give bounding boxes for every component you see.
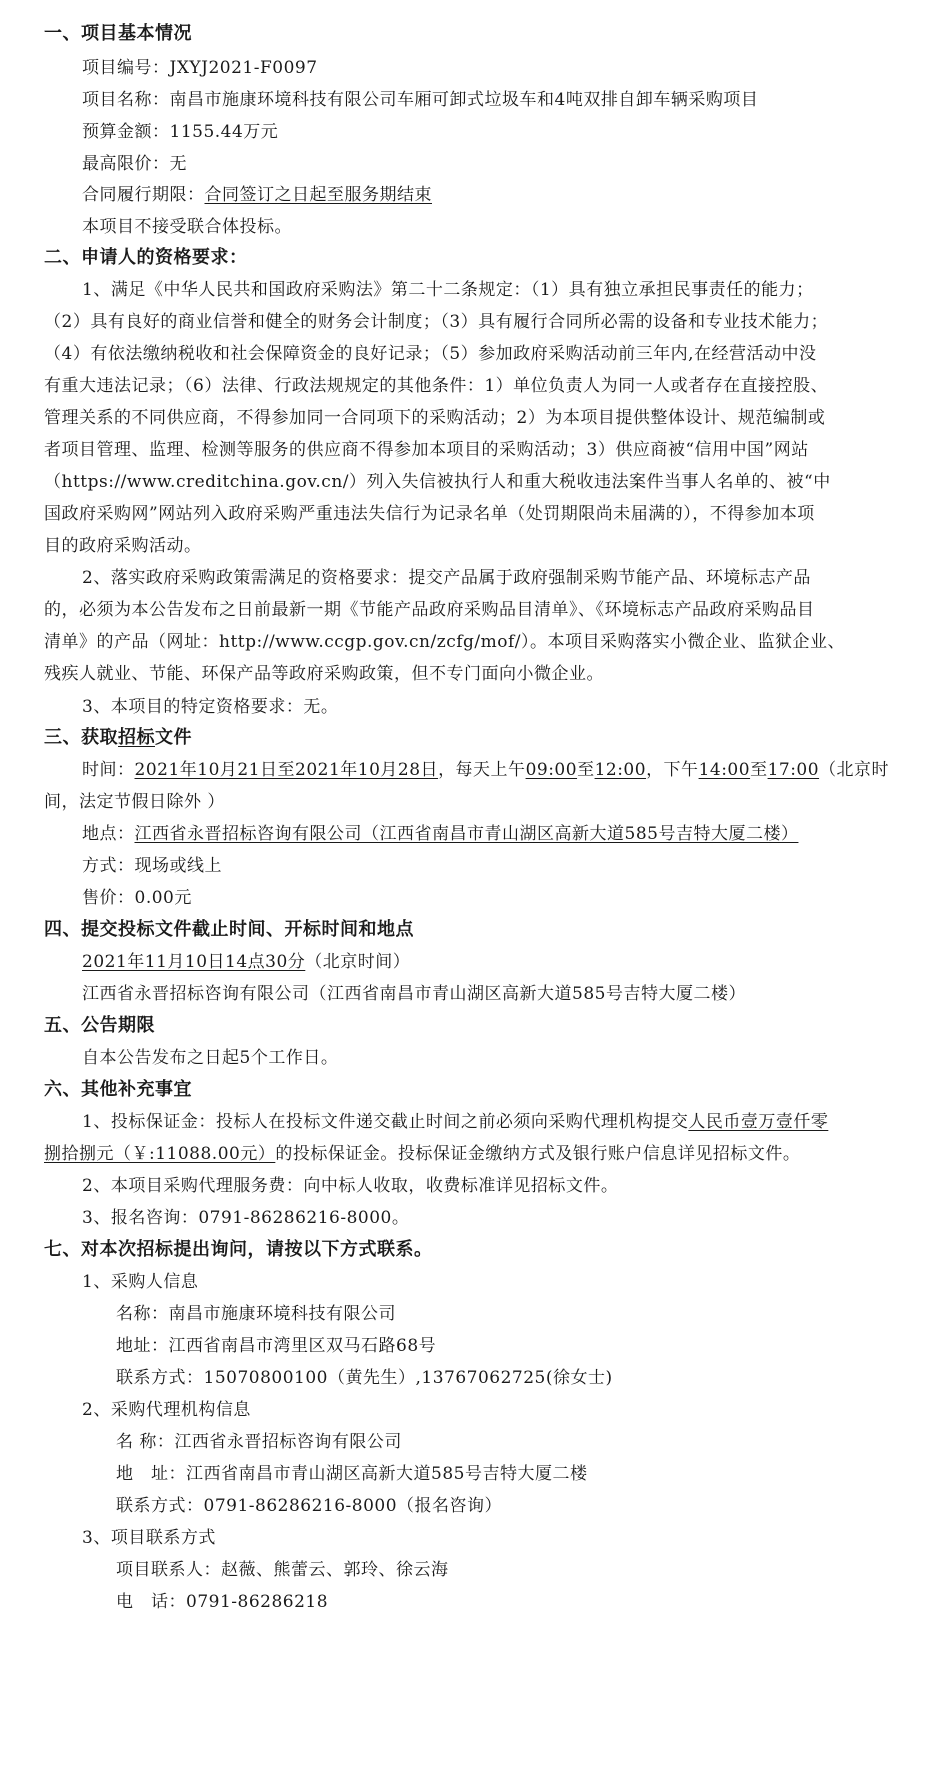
buyer-info-title: 1、采购人信息 [82, 1272, 199, 1292]
deposit-line1: 1、投标保证金：投标人在投标文件递交截止时间之前必须向采购代理机构提交人民币壹万壹仟零 [82, 1112, 829, 1132]
notice-period-text: 自本公告发布之日起5个工作日。 [82, 1048, 339, 1068]
agent-address: 地 址：江西省南昌市青山湖区高新大道585号吉特大厦二楼 [116, 1464, 588, 1484]
agent-contact: 联系方式：0791-86286216-8000（报名咨询） [116, 1496, 503, 1516]
qualification-p1-line: （4）有依法缴纳税收和社会保障资金的良好记录；（5）参加政府采购活动前三年内,在经营活动中没 [44, 344, 817, 364]
section-title-notice-period: 五、公告期限 [44, 1015, 155, 1036]
qualification-p1-line: 者项目管理、监理、检测等服务的供应商不得参加本项目的采购活动；3）供应商被“信用中国”网站 [44, 440, 809, 460]
qualification-p2-line: 清单》的产品（网址：http://www.ccgp.gov.cn/zcfg/mof/）。本项目采购落实小微企业、监狱企业、 [44, 632, 845, 652]
buyer-name: 名称：南昌市施康环境科技有限公司 [116, 1304, 396, 1324]
section-title-other: 六、其他补充事宜 [44, 1079, 192, 1100]
qualification-p2-line: 的，必须为本公告发布之日前最新一期《节能产品政府采购品目清单》、《环境标志产品政府采购品目 [44, 600, 815, 620]
project-contact-people: 项目联系人：赵薇、熊蕾云、郭玲、徐云海 [116, 1560, 449, 1580]
max-price: 最高限价：无 [82, 154, 187, 174]
section-title-qualifications: 二、申请人的资格要求： [44, 247, 248, 268]
agent-info-title: 2、采购代理机构信息 [82, 1400, 251, 1420]
budget-amount: 预算金额：1155.44万元 [82, 122, 279, 142]
contract-period-value: 合同签订之日起至服务期结束 [204, 185, 432, 205]
obtain-method: 方式：现场或线上 [82, 856, 222, 876]
qualification-p2-line: 残疾人就业、节能、环保产品等政府采购政策，但不专门面向小微企业。 [44, 664, 604, 684]
obtain-place-value: 江西省永晋招标咨询有限公司（江西省南昌市青山湖区高新大道585号吉特大厦二楼） [134, 824, 799, 844]
bid-deadline: 2021年11月10日14点30分（北京时间） [82, 952, 411, 972]
project-name: 项目名称：南昌市施康环境科技有限公司车厢可卸式垃圾车和4吨双排自卸车辆采购项目 [82, 90, 759, 110]
bidding-term: 招标 [118, 727, 155, 748]
contract-period-label: 合同履行期限： [82, 185, 205, 205]
deposit-amount: 捌拾捌元（￥:11088.00元） [44, 1144, 276, 1164]
qualification-p1-line: 管理关系的不同供应商，不得参加同一合同项下的采购活动；2）为本项目提供整体设计、规范编制或 [44, 408, 826, 428]
project-contact-title: 3、项目联系方式 [82, 1528, 216, 1548]
contract-period [82, 185, 939, 205]
qualification-p1-line: （https://www.creditchina.gov.cn/）列入失信被执行人和重大税收违法案件当事人名单的、被“中 [44, 472, 831, 492]
qualification-p1-line: 国政府采购网”网站列入政府采购严重违法失信行为记录名单（处罚期限尚未届满的），不得参加本项 [44, 504, 815, 524]
agency-fee: 2、本项目采购代理服务费：向中标人收取，收费标准详见招标文件。 [82, 1176, 619, 1196]
obtain-time: 时间：2021年10月21日至2021年10月28日，每天上午09:00至12:00，下午14:00至17:00（北京时 [82, 760, 890, 780]
qualification-p2-line: 2、落实政府采购政策需满足的资格要求：提交产品属于政府强制采购节能产品、环境标志产品 [82, 568, 811, 588]
bid-deadline-datetime: 2021年11月10日14点30分 [82, 952, 306, 972]
qualification-p1-line: 1、满足《中华人民共和国政府采购法》第二十二条规定：（1）具有独立承担民事责任的能力； [82, 280, 814, 300]
bid-opening-place: 江西省永晋招标咨询有限公司（江西省南昌市青山湖区高新大道585号吉特大厦二楼） [82, 984, 746, 1004]
agent-name: 名 称：江西省永晋招标咨询有限公司 [116, 1432, 402, 1452]
qualification-p1-line: 目的政府采购活动。 [44, 536, 202, 556]
section-title-deadline: 四、提交投标文件截止时间、开标时间和地点 [44, 919, 414, 940]
section-title-contact: 七、对本次招标提出询问，请按以下方式联系。 [44, 1239, 433, 1260]
buyer-contact: 联系方式：15070800100（黄先生）,13767062725(徐女士) [116, 1368, 613, 1388]
section-title-obtain-docs: 三、获取招标文件 [44, 727, 192, 748]
obtain-place: 地点：江西省永晋招标咨询有限公司（江西省南昌市青山湖区高新大道585号吉特大厦二楼） [82, 824, 799, 844]
deposit-line2: 捌拾捌元（￥:11088.00元）的投标保证金。投标保证金缴纳方式及银行账户信息详见招标文件。 [44, 1144, 801, 1164]
obtain-time-cont: 间，法定节假日除外 ） [44, 792, 225, 812]
qualification-p1-line: （2）具有良好的商业信誉和健全的财务会计制度；（3）具有履行合同所必需的设备和专业技术能力； [44, 312, 829, 332]
buyer-address: 地址：江西省南昌市湾里区双马石路68号 [116, 1336, 437, 1356]
obtain-date-range: 2021年10月21日至2021年10月28日 [134, 760, 439, 780]
obtain-price: 售价：0.00元 [82, 888, 192, 908]
qualification-p3: 3、本项目的特定资格要求：无。 [82, 697, 339, 717]
consortium-note: 本项目不接受联合体投标。 [82, 217, 292, 237]
qualification-p1-line: 有重大违法记录；（6）法律、行政法规规定的其他条件：1）单位负责人为同一人或者存在直接控股、 [44, 376, 829, 396]
project-number: 项目编号：JXYJ2021-F0097 [82, 58, 318, 78]
section-title-basic-info: 一、项目基本情况 [44, 23, 192, 44]
registration-consult: 3、报名咨询：0791-86286216-8000。 [82, 1208, 410, 1228]
project-contact-phone: 电 话：0791-86286218 [116, 1592, 329, 1612]
